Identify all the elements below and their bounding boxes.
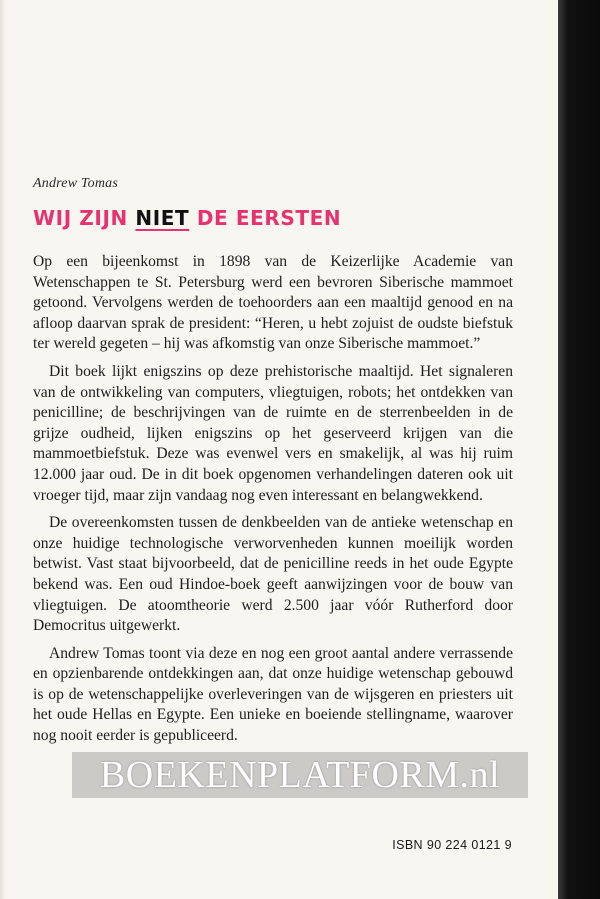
paragraph: Op een bijeenkomst in 1898 van de Keizerlijke Academie van Wetenschappen te St. Petersburg werd een bevroren Siberische mammoet getoond. Vervolgens werden de toehoorders aan een maaltijd genood en na afloop daarvan sprak de president: “Heren, u hebt zojuist de oudste biefstuk ter wereld gegeten – hij was afkomstig van onze Siberische mammoet.” — [33, 253, 513, 353]
title-part-3: DE EERSTEN — [189, 206, 342, 230]
paragraph: De overeenkomsten tussen de denkbeelden van de antieke wetenschap en onze huidige technologische verworvenheden kunnen moeilijk worden betwist. Vast staat bijvoorbeeld, dat de penicilline reeds in het oude Egypte bekend was. Een oud Hindoe-boek geeft aanwijzingen voor de bouw van vliegtuigen. De atoomtheorie werd 2.500 jaar vóór Rutherford door Democritus uitgewerkt. — [33, 514, 513, 635]
title-part-niet: NIET — [135, 206, 190, 230]
book-spine-edge — [558, 0, 600, 899]
watermark: BOEKENPLATFORM.nl — [72, 752, 528, 798]
book-title — [33, 206, 341, 230]
page-left-edge — [0, 0, 6, 899]
paragraph: Dit boek lijkt enigszins op deze prehistorische maaltijd. Het signaleren van de ontwikkeling van computers, vliegtuigen, robots; het ontdekken van penicilline; de beschrijvingen van de ruimte en de sterrenbeelden in de grijze oudheid, lijken enigszins op het geserveerd krijgen van die mammoetbiefstuk. Deze was evenwel vers en smakelijk, al was hij ruim 12.000 jaar oud. De in dit boek opgenomen verhandelingen dateren ook uit vroeger tijd, maar zijn vandaag nog even interessant en belangwekkend. — [33, 362, 513, 504]
title-part-1: WIJ ZIJN — [33, 206, 136, 230]
blurb-text — [33, 252, 513, 754]
isbn-number: ISBN 90 224 0121 9 — [392, 838, 512, 852]
paragraph: Andrew Tomas toont via deze en nog een groot aantal andere verrassende en opzienbarende ontdekkingen aan, dat onze huidige wetenschap gebouwd is op de wetenschappelijke overleveringen van de wijsgeren en priesters uit het oude Hellas en Egypte. Een unieke en boeiende stellingname, waarover nog nooit eerder is gepubliceerd. — [33, 644, 513, 745]
author-name: Andrew Tomas — [33, 176, 118, 191]
